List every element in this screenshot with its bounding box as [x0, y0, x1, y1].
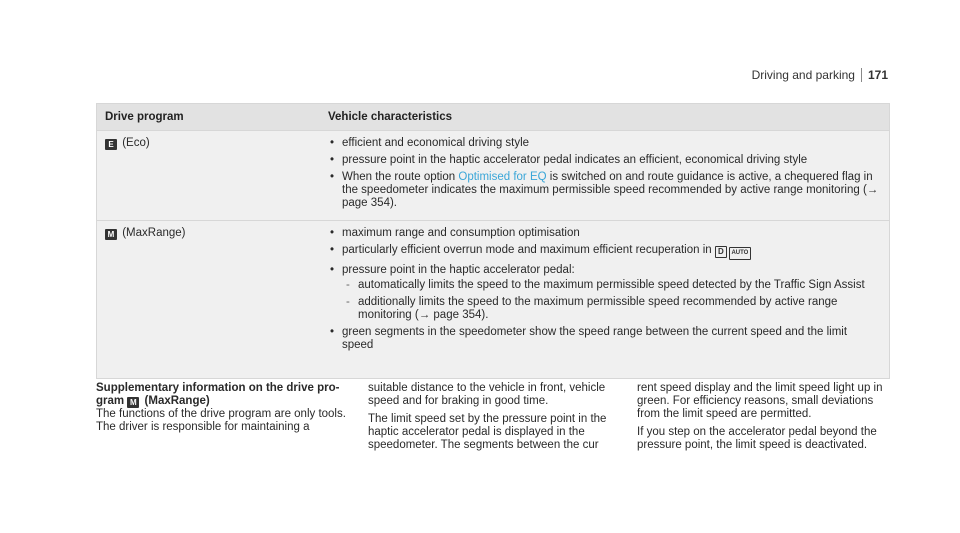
eco-icon: E — [105, 139, 117, 150]
program-name: (Eco) — [122, 137, 150, 149]
list-item: • green segments in the speedometer show the speed range between the current speed and the limit speed — [328, 326, 881, 352]
paragraph: The functions of the drive program are only tools. The driver is responsible for maintaining a — [96, 408, 346, 433]
text-column-3 — [637, 382, 895, 457]
list-item — [328, 244, 881, 260]
sub-list-item: - automatically limits the speed to the maximum permissible speed detected by the Traffic Sign Assist — [342, 279, 881, 292]
list-text: When the route option — [342, 171, 456, 183]
paragraph: If you step on the accelerator pedal beyond the pressure point, the limit speed is deactivated. — [637, 426, 877, 451]
heading-text: Supplementary information on the drive program — [96, 382, 340, 407]
auto-icon: AUTO — [729, 247, 751, 260]
table-row — [97, 221, 890, 379]
paragraph: suitable distance to the vehicle in front, vehicle speed and for braking in good time. — [368, 382, 606, 407]
heading-text: (MaxRange) — [144, 395, 210, 407]
table-header-row — [97, 104, 890, 131]
program-name: (MaxRange) — [122, 227, 186, 239]
text-column-1 — [96, 382, 354, 439]
text-column-2 — [368, 382, 626, 457]
list-text: pressure point in the haptic accelerator pedal: — [342, 264, 575, 276]
sub-list-item: - additionally limits the speed to the maximum permissible speed recommended by active range monitoring (→ page 354). — [342, 296, 881, 322]
list-item — [328, 171, 881, 210]
list-item — [328, 264, 881, 322]
col-vehicle-characteristics: Vehicle characteristics — [320, 104, 890, 131]
col-drive-program: Drive program — [97, 104, 321, 131]
table-row — [97, 131, 890, 221]
supplement-heading — [96, 382, 354, 408]
maxrange-icon: M — [127, 397, 139, 408]
drive-program-table — [96, 103, 890, 379]
program-cell — [97, 131, 321, 221]
list-item: • pressure point in the haptic accelerator pedal indicates an efficient, economical driving style — [328, 154, 881, 167]
list-text: particularly efficient overrun mode and maximum efficient recuperation in — [342, 244, 712, 256]
characteristics-cell — [320, 131, 890, 221]
paragraph: rent speed display and the limit speed light up in green. For efficiency reasons, small deviations from the limit speed are permitted. — [637, 382, 883, 420]
list-item: • efficient and economical driving style — [328, 137, 881, 150]
header-divider — [861, 68, 862, 82]
characteristics-cell — [320, 221, 890, 379]
page-number: 171 — [867, 68, 888, 82]
program-cell — [97, 221, 321, 379]
route-option-link[interactable]: Optimised for EQ — [458, 171, 547, 183]
list-item: • maximum range and consumption optimisation — [328, 227, 881, 240]
paragraph: The limit speed set by the pressure point in the haptic accelerator pedal is displayed in the speedometer. The segments between the cur — [368, 413, 607, 451]
running-header — [752, 68, 888, 82]
gear-d-icon: D — [715, 246, 727, 258]
section-title: Driving and parking — [751, 68, 855, 82]
list-text: is switched on and route guidance is active, a chequered flag in the speedometer indicates the maximum permissible speed recommended by active range monitoring (→ page 354). — [342, 171, 879, 209]
maxrange-icon: M — [105, 229, 117, 240]
